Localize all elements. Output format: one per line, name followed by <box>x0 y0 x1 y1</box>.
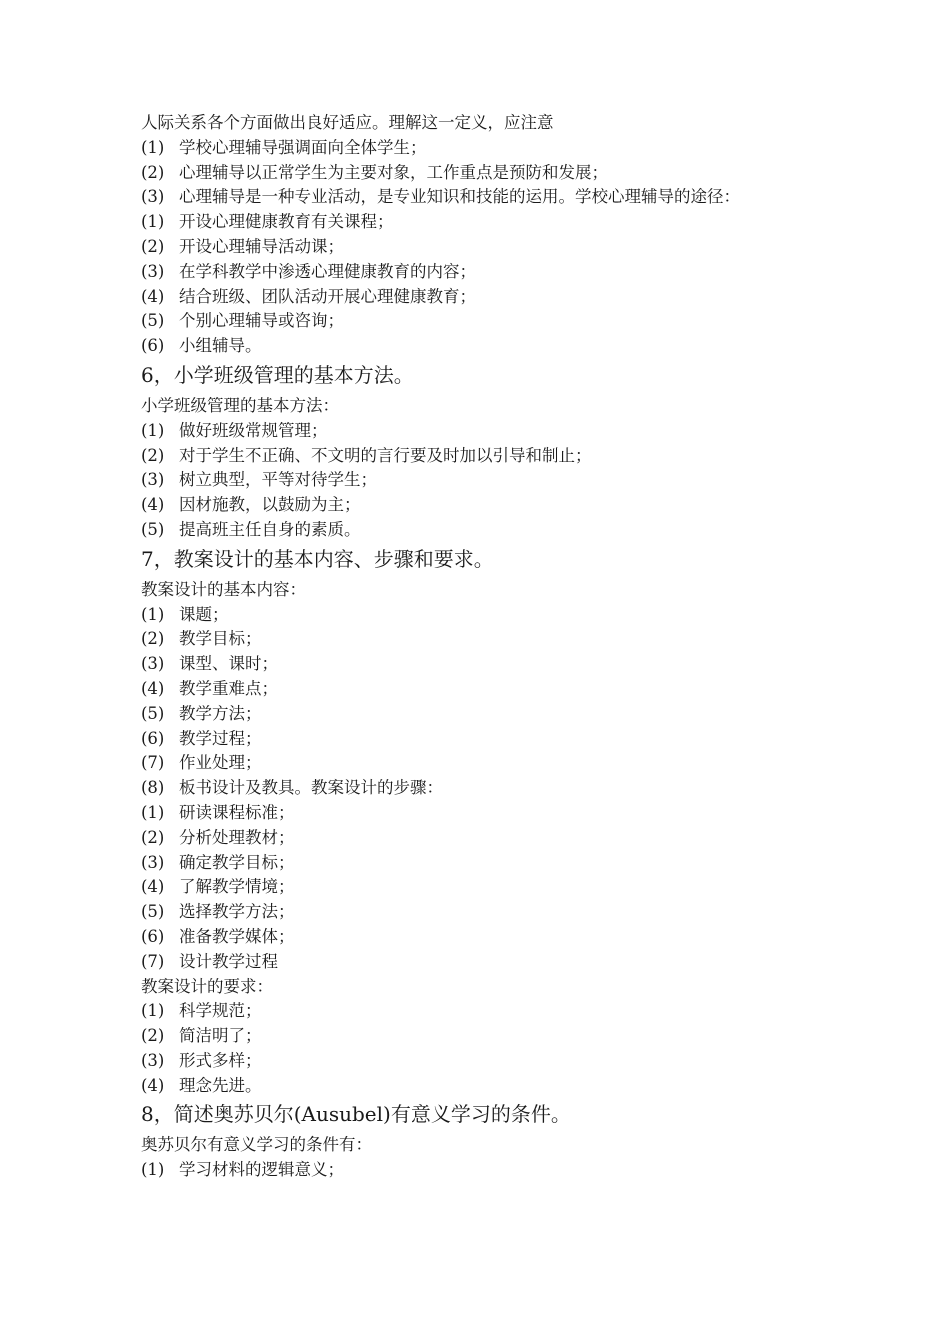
list-item-text: 教学目标； <box>179 629 262 649</box>
list-item <box>141 285 921 310</box>
list-item-number: (3) <box>141 852 165 872</box>
list-item <box>141 900 921 925</box>
list-item-number: (6) <box>141 926 165 946</box>
list-item <box>141 1024 921 1049</box>
list-item-number: (2) <box>141 629 165 649</box>
list-item-number: (4) <box>141 286 165 306</box>
list-item-text: 课型、课时； <box>179 654 278 674</box>
list-item-number: (3) <box>141 261 165 281</box>
list-item-number: (4) <box>141 877 165 897</box>
list-item-text: 学习材料的逻辑意义； <box>179 1160 344 1180</box>
list-item-number: (8) <box>141 778 165 798</box>
list-item <box>141 518 921 543</box>
list-item <box>141 1049 921 1074</box>
list-item-number: (6) <box>141 336 165 356</box>
list-item-text: 做好班级常规管理； <box>179 420 328 440</box>
list-item-text: 课题； <box>179 604 229 624</box>
list-item-number: (2) <box>141 445 165 465</box>
list-item-number: (5) <box>141 902 165 922</box>
list-item-number: (2) <box>141 162 165 182</box>
list-item-text: 因材施教，以鼓励为主； <box>179 495 361 515</box>
list-item-number: (4) <box>141 495 165 515</box>
question-7-intro: 教案设计的基本内容： <box>141 579 306 599</box>
list-item-number: (3) <box>141 470 165 490</box>
list-item <box>141 185 921 210</box>
list-item-text: 设计教学过程 <box>179 951 278 971</box>
list-item <box>141 235 921 260</box>
list-item <box>141 444 921 469</box>
list-item-number: (7) <box>141 753 165 773</box>
list-item-number: (1) <box>141 802 165 822</box>
document-page <box>141 111 921 1183</box>
list-item-number: (3) <box>141 654 165 674</box>
list-item-number: (4) <box>141 678 165 698</box>
list-item-number: (4) <box>141 1075 165 1095</box>
list-item <box>141 702 921 727</box>
list-item-number: (1) <box>141 212 165 232</box>
list-item-number: (2) <box>141 236 165 256</box>
list-item <box>141 776 921 801</box>
list-item <box>141 603 921 628</box>
list-item-text: 教学方法； <box>179 703 262 723</box>
list-item-text: 个别心理辅导或咨询； <box>179 311 344 331</box>
question-6-heading: 6，小学班级管理的基本方法。 <box>141 362 414 387</box>
list-item-number: (2) <box>141 827 165 847</box>
list-item <box>141 210 921 235</box>
list-item <box>141 136 921 161</box>
list-item <box>141 627 921 652</box>
list-item-number: (1) <box>141 420 165 440</box>
list-item <box>141 875 921 900</box>
list-item-text: 提高班主任自身的素质。 <box>179 519 361 539</box>
list-item-text: 教学重难点； <box>179 678 278 698</box>
list-item-text: 板书设计及教具。教案设计的步骤： <box>179 778 443 798</box>
list-item-number: (5) <box>141 519 165 539</box>
list-item-number: (3) <box>141 1050 165 1070</box>
list-item-text: 形式多样； <box>179 1050 262 1070</box>
list-item <box>141 468 921 493</box>
list-item-text: 理念先进。 <box>179 1075 262 1095</box>
list-item <box>141 801 921 826</box>
list-item <box>141 1158 921 1183</box>
list-item <box>141 925 921 950</box>
list-item-number: (5) <box>141 311 165 331</box>
list-item-text: 开设心理健康教育有关课程； <box>179 212 394 232</box>
list-item <box>141 727 921 752</box>
list-item-number: (1) <box>141 1001 165 1021</box>
question-6-intro: 小学班级管理的基本方法： <box>141 395 339 415</box>
list-item-text: 选择教学方法； <box>179 902 295 922</box>
list-item <box>141 999 921 1024</box>
list-item-text: 教学过程； <box>179 728 262 748</box>
list-item-number: (2) <box>141 1026 165 1046</box>
list-item-number: (1) <box>141 604 165 624</box>
list-item <box>141 419 921 444</box>
list-item-text: 小组辅导。 <box>179 336 262 356</box>
list-item-text: 树立典型，平等对待学生； <box>179 470 377 490</box>
list-item-text: 准备教学媒体； <box>179 926 295 946</box>
question-8-heading: 8，简述奥苏贝尔(Ausubel)有意义学习的条件。 <box>141 1102 571 1127</box>
list-item <box>141 260 921 285</box>
list-item-text: 科学规范； <box>179 1001 262 1021</box>
list-item <box>141 677 921 702</box>
question-7-heading: 7，教案设计的基本内容、步骤和要求。 <box>141 546 494 571</box>
question-8-intro: 奥苏贝尔有意义学习的条件有： <box>141 1135 372 1155</box>
list-item <box>141 1074 921 1099</box>
list-item-text: 结合班级、团队活动开展心理健康教育； <box>179 286 476 306</box>
list-item-text: 了解教学情境； <box>179 877 295 897</box>
list-item-text: 心理辅导以正常学生为主要对象，工作重点是预防和发展； <box>179 162 608 182</box>
list-item <box>141 652 921 677</box>
list-item-text: 确定教学目标； <box>179 852 295 872</box>
question-7-requirements-intro: 教案设计的要求： <box>141 976 273 996</box>
list-item-text: 心理辅导是一种专业活动，是专业知识和技能的运用。学校心理辅导的途径： <box>179 187 740 207</box>
paragraph-intro: 人际关系各个方面做出良好适应。理解这一定义，应注意 <box>141 113 554 132</box>
list-item-number: (1) <box>141 1160 165 1180</box>
list-item-text: 学校心理辅导强调面向全体学生； <box>179 137 427 157</box>
list-item-text: 对于学生不正确、不文明的言行要及时加以引导和制止； <box>179 445 592 465</box>
list-item <box>141 950 921 975</box>
list-item-text: 分析处理教材； <box>179 827 295 847</box>
list-item <box>141 851 921 876</box>
list-item-number: (7) <box>141 951 165 971</box>
list-item-number: (1) <box>141 137 165 157</box>
list-item-text: 研读课程标准； <box>179 802 295 822</box>
list-item-text: 作业处理； <box>179 753 262 773</box>
list-item <box>141 161 921 186</box>
list-item-text: 开设心理辅导活动课； <box>179 236 344 256</box>
list-item-number: (5) <box>141 703 165 723</box>
list-item <box>141 751 921 776</box>
list-item <box>141 826 921 851</box>
list-item <box>141 309 921 334</box>
list-item-text: 简洁明了； <box>179 1026 262 1046</box>
list-item <box>141 334 921 359</box>
list-item <box>141 493 921 518</box>
list-item-number: (3) <box>141 187 165 207</box>
list-item-number: (6) <box>141 728 165 748</box>
list-item-text: 在学科教学中渗透心理健康教育的内容； <box>179 261 476 281</box>
